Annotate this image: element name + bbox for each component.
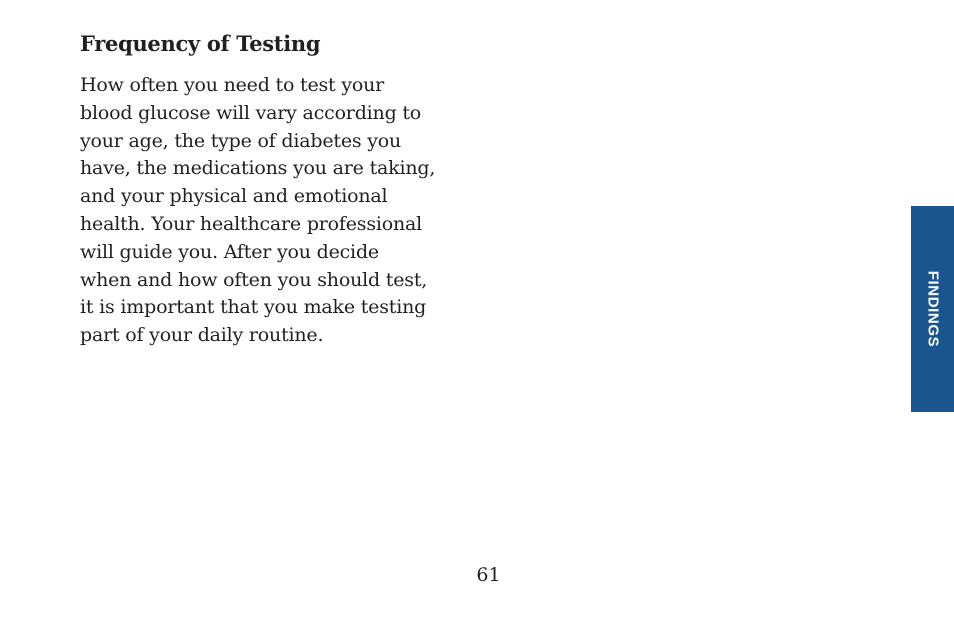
- body-line: blood glucose will vary according to: [80, 101, 422, 124]
- section-heading: Frequency of Testing: [80, 31, 321, 56]
- body-line: have, the medications you are taking,: [80, 157, 436, 180]
- section-tab-findings[interactable]: [911, 206, 954, 412]
- body-line: will guide you. After you decide: [80, 240, 379, 263]
- body-line: part of your daily routine.: [80, 324, 324, 347]
- page-number: 61: [476, 564, 501, 586]
- body-line: health. Your healthcare professional: [80, 212, 423, 235]
- body-line: and your physical and emotional: [80, 185, 388, 208]
- body-line: How often you need to test your: [80, 74, 385, 96]
- body-line: it is important that you make testing: [80, 296, 427, 319]
- body-line: your age, the type of diabetes you: [80, 129, 402, 152]
- body-paragraph: [80, 72, 480, 350]
- section-tab-label: FINDINGS: [924, 270, 941, 348]
- body-line: when and how often you should test,: [80, 268, 428, 291]
